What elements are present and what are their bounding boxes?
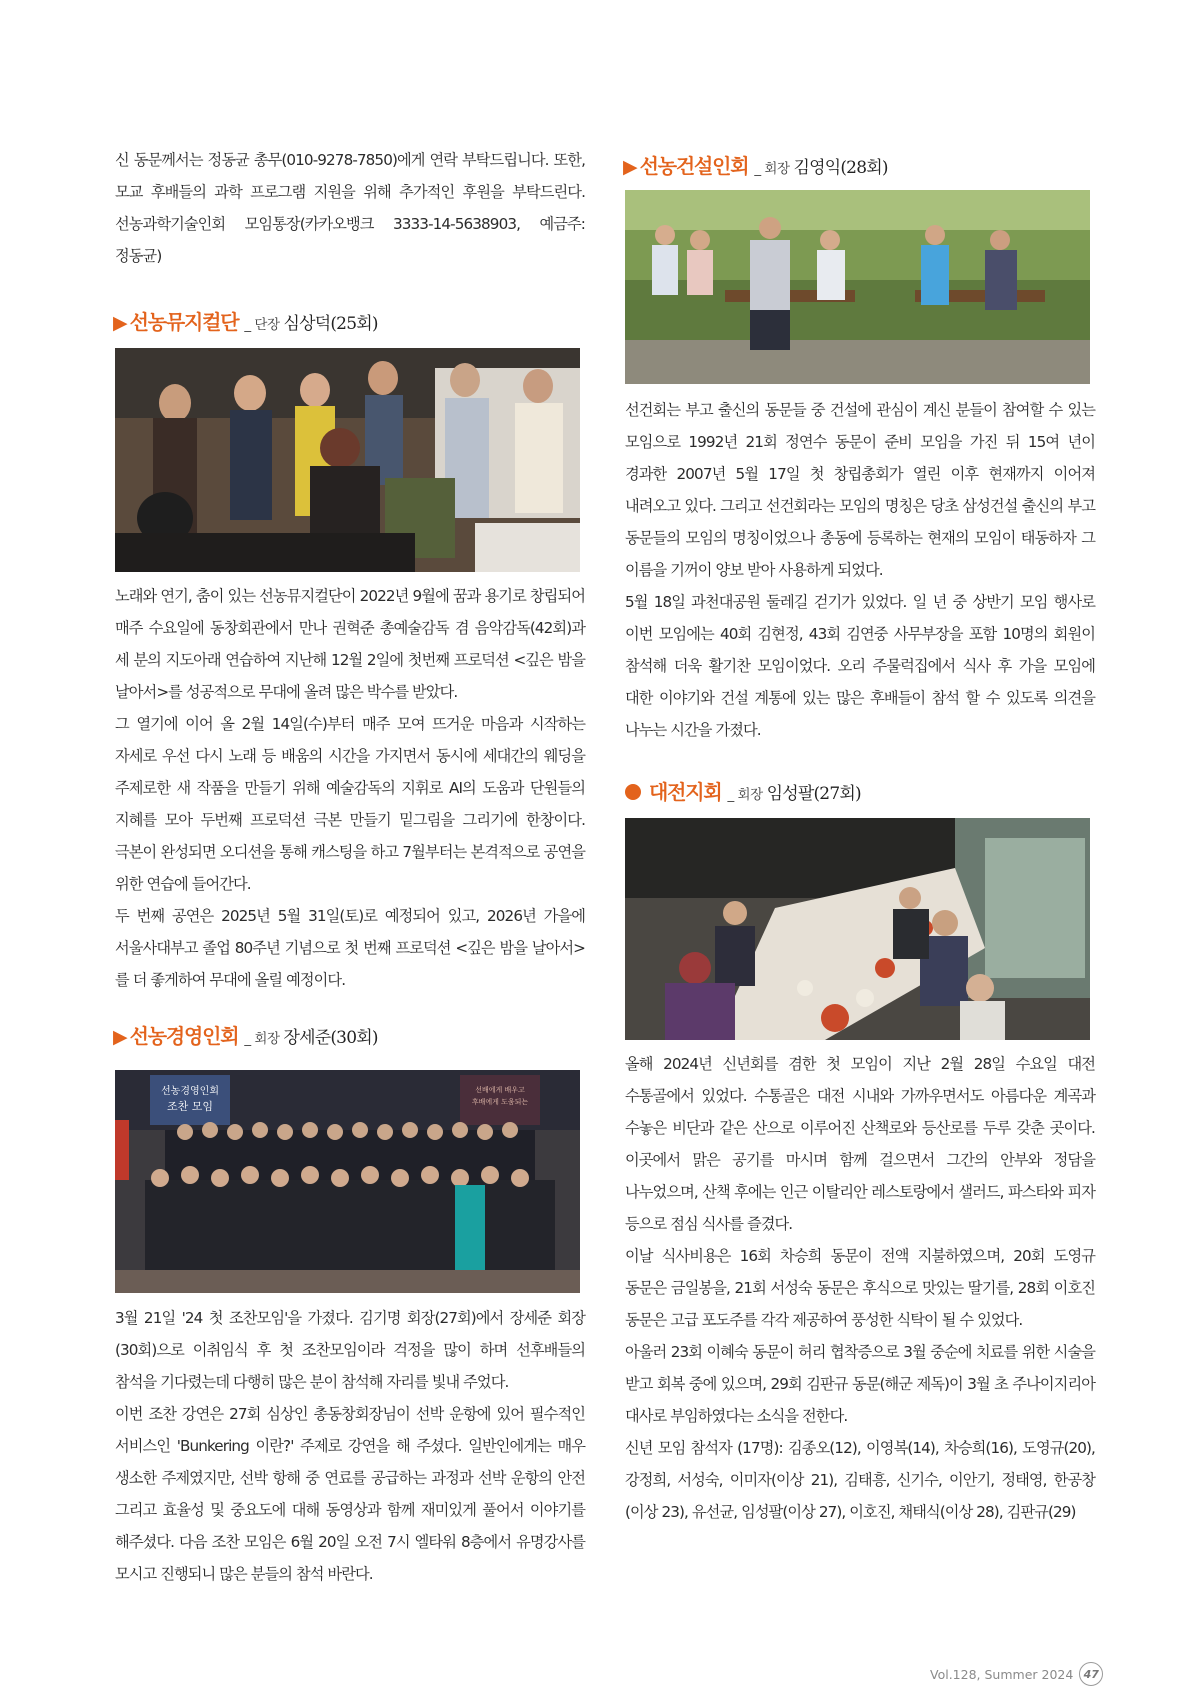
musical-paragraph-1: 노래와 연기, 춤이 있는 선농뮤지컬단이 2022년 9월에 꿈과 용기로 창립되어 매주 수요일에 동창회관에서 만나 권혁준 총예술감독 겸 음악감독(42회)과 세 분의 지도아래 연습하여 지난해 12월 2일에 첫번째 프로덕션 <깊은 밤을 날아서>를 성공적으로 무대에 올려 많은 박수를 받았다. [115,587,585,701]
construction-hiking-photo [625,190,1090,384]
leader-role: _ 회장 [727,787,763,803]
issue-label: Vol.128, Summer 2024 [930,1666,1074,1682]
daejeon-paragraph-4: 신년 모임 참석자 (17명): 김종오(12), 이영복(14), 차승희(16), 도영규(20), 강정희, 서성숙, 이미자(이상 21), 김태흥, 신기수, 이안기, 정태영, 한공창(이상 23), 유선균, 임성팔(이상 27), 이호진, 채태식(이상 28), 김판규(29) [625,1439,1095,1521]
musical-paragraph-2: 그 열기에 이어 올 2월 14일(수)부터 매주 모여 뜨거운 마음과 시작하는 자세로 우선 다시 노래 등 배움의 시간을 가지면서 동시에 세대간의 웨딩을 주제로한 새 작품을 만들기 위해 예술감독의 지휘로 AI의 도움과 단원들의 지혜를 모아 두번째 프로덕션 극본 만들기 밑그림을 그리기에 한창이다. 극본이 완성되면 오디션을 통해 캐스팅을 하고 7월부터는 본격적으로 공연을 위한 연습에 들어간다. [115,715,585,893]
banner-right-line2: 후배에게 도움되는 [471,1098,529,1106]
musical-rehearsal-photo [115,348,580,572]
banner-left-line2: 조찬 모임 [166,1100,214,1113]
section-heading-musical [113,306,378,335]
banner-right-line1: 선배에게 배우고 [475,1086,525,1094]
daejeon-paragraph-2: 이날 식사비용은 16회 차승희 동문이 전액 지불하였으며, 20회 도영규 동문은 금일봉을, 21회 서성숙 동문은 후식으로 맛있는 딸기를, 28회 이호진 동문은 고급 포도주를 각각 제공하여 풍성한 식탁이 될 수 있었다. [625,1247,1095,1329]
triangle-marker-icon: ▶ [113,1026,128,1048]
page-footer [930,1662,1103,1686]
business-paragraph-1: 3월 21일 '24 첫 조찬모임'을 가졌다. 김기명 회장(27회)에서 장세준 회장(30회)으로 이취임식 후 첫 조찬모임이라 걱정을 많이 하며 선후배들의 참석을 기다렸는데 다행히 많은 분이 참석해 자리를 빛내 주었다. [115,1309,585,1391]
construction-paragraph-2: 5월 18일 과천대공원 둘레길 걷기가 있었다. 일 년 중 상반기 모임 행사로 이번 모임에는 40회 김현정, 43회 김연중 사무부장을 포함 10명의 회원이 참석해 더욱 활기찬 모임이었다. 오리 주물럭집에서 식사 후 가을 모임에 대한 이야기와 건설 계통에 있는 많은 후배들이 참석 할 수 있도록 의견을 나누는 시간을 가졌다. [625,593,1095,739]
section-title: 선농경영인회 [129,1024,239,1048]
daejeon-paragraph-1: 올해 2024년 신년회를 겸한 첫 모임이 지난 2월 28일 수요일 대전 수통골에서 있었다. 수통골은 대전 시내와 가까우면서도 아름다운 계곡과 수놓은 비단과 같은 산으로 이루어진 산책로와 등산로를 두루 갖춘 곳이다. 이곳에서 맑은 공기를 마시며 함께 걸으면서 그간의 안부와 정담을 나누었으며, 산책 후에는 인근 이탈리안 레스토랑에서 샐러드, 파스타와 피자 등으로 점심 식사를 즐겼다. [625,1055,1095,1233]
leader-name: 심상덕(25회) [283,314,378,334]
section-title: 선농건설인회 [639,154,749,178]
page-number: 47 [1079,1662,1103,1686]
section-title: 선농뮤지컬단 [129,310,239,334]
section-title: 대전지회 [649,780,722,804]
leader-name: 임성팔(27회) [766,784,861,804]
leader-role: _ 회장 [244,1031,280,1047]
section-heading-construction [623,150,888,179]
construction-text-block [625,394,1095,746]
musical-paragraph-3: 두 번째 공연은 2025년 5월 31일(토)로 예정되어 있고, 2026년 가을에 서울사대부고 졸업 80주년 기념으로 첫 번째 프로덕션 <깊은 밤을 날아서>를 더 좋게하여 무대에 올릴 예정이다. [115,907,585,989]
intro-paragraph: 신 동문께서는 정동균 총무(010-9278-7850)에게 연락 부탁드립니다. 또한, 모교 후배들의 과학 프로그램 지원을 위해 추가적인 후원을 부탁드린다. 선농과학기술인회 모임통장(카카오뱅크 3333-14-5638903, 예금주: 정동균) [115,151,585,265]
leader-name: 장세준(30회) [283,1028,378,1048]
leader-role: _ 단장 [244,317,280,333]
section-heading-daejeon [625,776,861,805]
daejeon-lunch-photo [625,818,1090,1040]
business-paragraph-2: 이번 조찬 강연은 27회 심상인 총동창회장님이 선박 운항에 있어 필수적인 서비스인 'Bunkering 이란?' 주제로 강연을 해 주셨다. 일반인에게는 매우 생소한 주제였지만, 선박 항해 중 연료를 공급하는 과정과 선박 운항의 안전 그리고 효율성 및 중요도에 대해 동영상과 함께 재미있게 풀어서 이야기를 해주셨다. 다음 조찬 모임은 6월 20일 오전 7시 엘타워 8층에서 유명강사를 모시고 진행되니 많은 분들의 참석 바란다. [115,1405,585,1583]
musical-text-block [115,580,585,996]
triangle-marker-icon: ▶ [623,156,638,178]
business-text-block [115,1302,585,1590]
leader-name: 김영익(28회) [793,158,888,178]
circle-marker-icon [625,784,641,800]
daejeon-text-block [625,1048,1095,1528]
construction-paragraph-1: 선건회는 부고 출신의 동문들 중 건설에 관심이 계신 분들이 참여할 수 있는 모임으로 1992년 21회 정연수 동문이 준비 모임을 가진 뒤 15여 년이 경과한 2007년 5월 17일 첫 창립총회가 열린 이후 현재까지 이어져 내려오고 있다. 그리고 선건회라는 모임의 명칭은 당초 삼성건설 출신의 부고 동문들의 모임의 명칭이었으나 총동에 등록하는 현재의 모임이 태동하자 그 이름을 기꺼이 양보 받아 사용하게 되었다. [625,401,1095,579]
banner-left-line1: 선농경영인회 [161,1086,219,1097]
section-heading-business [113,1020,378,1049]
leader-role: _ 회장 [754,161,790,177]
triangle-marker-icon: ▶ [113,312,128,334]
intro-text-block [115,144,585,272]
daejeon-paragraph-3: 아울러 23회 이혜숙 동문이 허리 협착증으로 3월 중순에 치료를 위한 시술을 받고 회복 중에 있으며, 29회 김판규 동문(해군 제독)이 3월 초 주나이지리아 대사로 부임하였다는 소식을 전한다. [625,1343,1095,1425]
business-breakfast-group-photo [115,1070,580,1293]
